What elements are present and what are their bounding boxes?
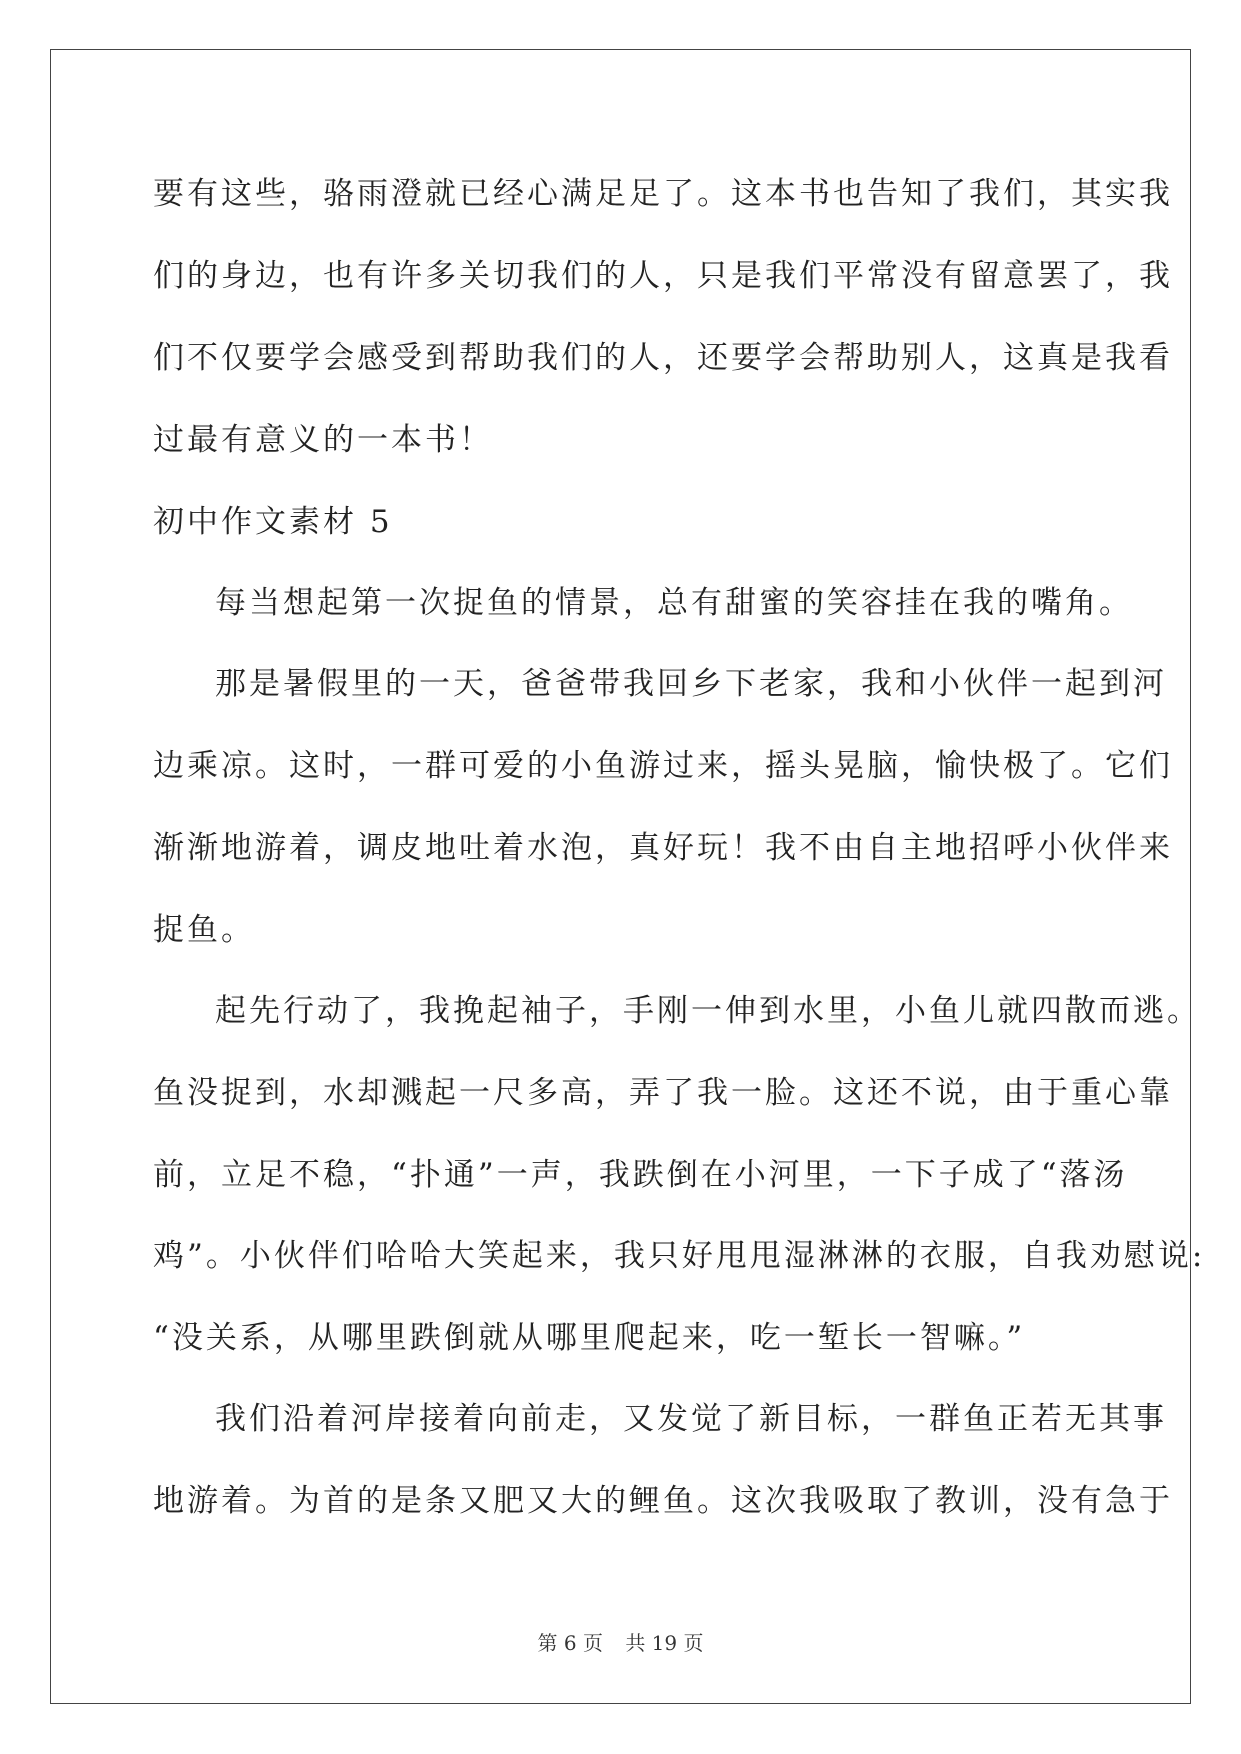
paragraph-line: 边乘凉。这时，一群可爱的小鱼游过来，摇头晃脑，愉快极了。它们: [153, 748, 1173, 784]
paragraph-line: 前，立足不稳，“扑通”一声，我跌倒在小河里，一下子成了“落汤: [153, 1157, 1128, 1193]
paragraph-line: 渐渐地游着，调皮地吐着水泡，真好玩！我不由自主地招呼小伙伴来: [153, 830, 1173, 866]
paragraph-line: 我们沿着河岸接着向前走，又发觉了新目标，一群鱼正若无其事: [215, 1401, 1167, 1437]
paragraph-line: 每当想起第一次捉鱼的情景，总有甜蜜的笑容挂在我的嘴角。: [215, 585, 1133, 621]
page-number: 第 6 页: [537, 1631, 603, 1655]
paragraph-line: 过最有意义的一本书！: [153, 422, 493, 458]
section-heading: 初中作文素材 5: [153, 504, 393, 540]
paragraph-line: 地游着。为首的是条又肥又大的鲤鱼。这次我吸取了教训，没有急于: [153, 1483, 1173, 1519]
paragraph-line: 们的身边，也有许多关切我们的人，只是我们平常没有留意罢了，我: [153, 258, 1173, 294]
page-border: [50, 49, 1191, 1704]
paragraph-line: 鸡”。小伙伴们哈哈大笑起来，我只好甩甩湿淋淋的衣服，自我劝慰说:: [153, 1238, 1206, 1274]
paragraph-line: 要有这些，骆雨澄就已经心满足足了。这本书也告知了我们，其实我: [153, 176, 1173, 212]
paragraph-line: “没关系，从哪里跌倒就从哪里爬起来，吃一堑长一智嘛。”: [153, 1320, 1026, 1356]
paragraph-line: 那是暑假里的一天，爸爸带我回乡下老家，我和小伙伴一起到河: [215, 666, 1167, 702]
page-total: 共 19 页: [625, 1631, 704, 1655]
paragraph-line: 们不仅要学会感受到帮助我们的人，还要学会帮助别人，这真是我看: [153, 340, 1173, 376]
paragraph-line: 鱼没捉到，水却溅起一尺多高，弄了我一脸。这还不说，由于重心靠: [153, 1075, 1173, 1111]
paragraph-line: 捉鱼。: [153, 912, 255, 948]
paragraph-line: 起先行动了，我挽起袖子，手刚一伸到水里，小鱼儿就四散而逃。: [215, 993, 1201, 1029]
page-footer: [0, 1627, 1241, 1656]
